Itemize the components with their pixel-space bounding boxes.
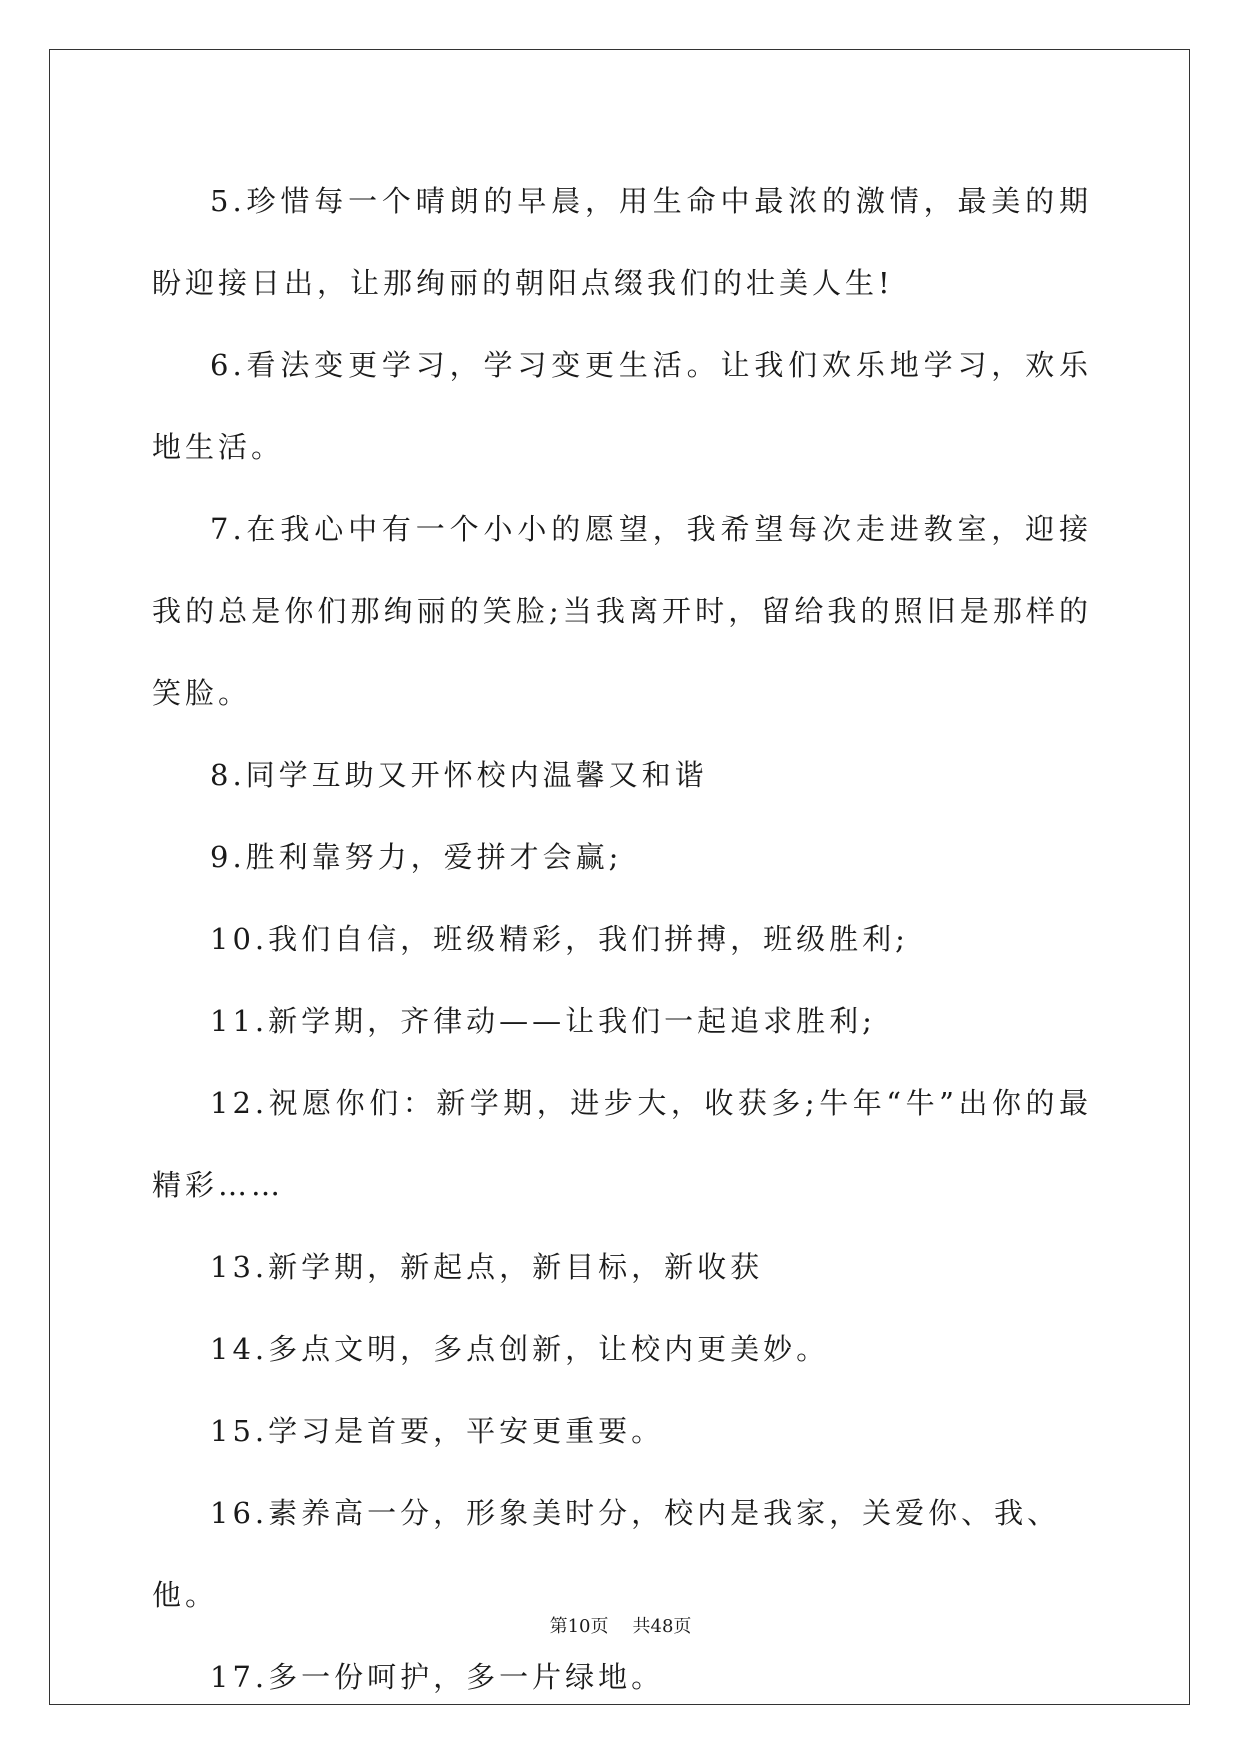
document-body [152,160,1092,1718]
paragraph-15: 15.学习是首要，平安更重要。 [210,1414,665,1448]
paragraph-7: 7.在我心中有一个小小的愿望，我希望每次走进教室，迎接我的总是你们那绚丽的笑脸;当我离开时，留给我的照旧是那样的笑脸。 [152,512,1092,710]
page-number: 第10页 [549,1616,609,1637]
paragraph-5: 5.珍惜每一个晴朗的早晨，用生命中最浓的激情，最美的期盼迎接日出，让那绚丽的朝阳点缀我们的壮美人生! [152,184,1092,300]
paragraph-14: 14.多点文明，多点创新，让校内更美妙。 [210,1332,830,1366]
page-footer [0,1612,1241,1638]
paragraph-6: 6.看法变更学习，学习变更生活。让我们欢乐地学习，欢乐地生活。 [152,348,1092,464]
paragraph-13: 13.新学期，新起点，新目标，新收获 [210,1250,764,1284]
paragraph-16: 16.素养高一分，形象美时分，校内是我家，关爱你、我、他。 [152,1496,1061,1612]
page-total: 共48页 [632,1616,692,1637]
paragraph-17: 17.多一份呵护，多一片绿地。 [210,1660,665,1694]
paragraph-8: 8.同学互助又开怀校内温馨又和谐 [210,758,708,792]
paragraph-12: 12.祝愿你们：新学期，进步大，收获多;牛年“牛”出你的最精彩…… [152,1086,1092,1202]
paragraph-11: 11.新学期，齐律动——让我们一起追求胜利; [210,1004,876,1038]
paragraph-9: 9.胜利靠努力，爱拼才会赢; [210,840,623,874]
paragraph-10: 10.我们自信，班级精彩，我们拼搏，班级胜利; [210,922,909,956]
